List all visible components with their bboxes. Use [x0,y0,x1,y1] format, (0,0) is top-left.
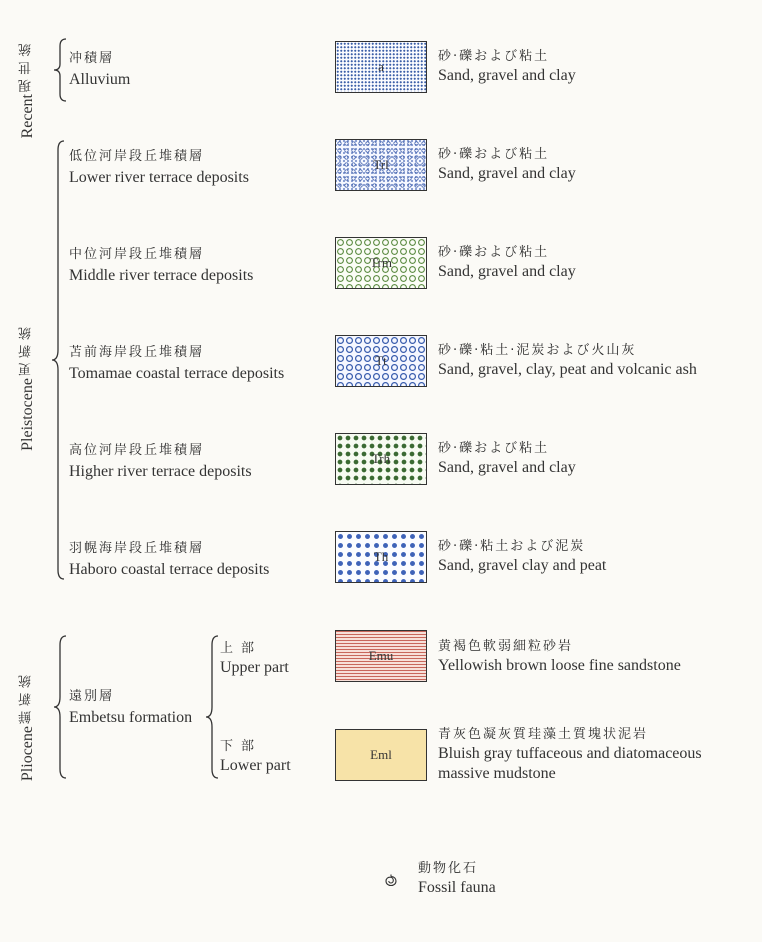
fossil-fauna-label: 動物化石 Fossil fauna [418,861,496,896]
spiral-shell-icon [384,873,398,887]
swatch-middle-river-terrace: Trm [335,237,427,289]
swatch-embetsu-upper: Emu [335,630,427,682]
part-label-lower: 下部 Lower part [220,739,291,774]
desc-alluvium: 砂·礫および粘土 Sand, gravel and clay [438,49,576,84]
series-label-pliocene: Pliocene 鮮新統 [19,670,36,782]
desc-haboro-coastal-terrace: 砂·礫·粘土および泥炭 Sand, gravel clay and peat [438,539,607,574]
brace-pleistocene [50,140,66,580]
unit-label-middle-river-terrace: 中位河岸段丘堆積層 Middle river terrace deposits [69,247,254,284]
swatch-haboro-coastal-terrace: Th [335,531,427,583]
brace-pliocene [52,635,68,779]
unit-label-tomamae-coastal-terrace: 苫前海岸段丘堆積層 Tomamae coastal terrace deposits [69,345,285,382]
desc-middle-river-terrace: 砂·礫および粘土 Sand, gravel and clay [438,245,576,280]
unit-label-lower-river-terrace: 低位河岸段丘堆積層 Lower river terrace deposits [69,149,249,186]
desc-higher-river-terrace: 砂·礫および粘土 Sand, gravel and clay [438,441,576,476]
desc-embetsu-lower: 青灰色凝灰質珪藻土質塊状泥岩 Bluish gray tuffaceous and diatomaceous massive mudstone [438,727,702,782]
series-label-recent: Recent 現世統 [19,38,36,139]
unit-label-embetsu-formation: 遠別層 Embetsu formation [69,689,193,726]
desc-embetsu-upper: 黄褐色軟弱細粒砂岩 Yellowish brown loose fine sandstone [438,639,681,674]
brace-recent [52,38,68,102]
swatch-alluvium: a [335,41,427,93]
brace-embetsu-parts [204,635,220,779]
unit-label-haboro-coastal-terrace: 羽幌海岸段丘堆積層 Haboro coastal terrace deposits [69,541,270,578]
desc-lower-river-terrace: 砂·礫および粘土 Sand, gravel and clay [438,147,576,182]
swatch-lower-river-terrace: Trl [335,139,427,191]
swatch-tomamae-coastal-terrace: Tt [335,335,427,387]
swatch-embetsu-lower: Eml [335,729,427,781]
part-label-upper: 上部 Upper part [220,641,289,676]
unit-label-alluvium: 冲積層 Alluvium [69,51,131,88]
swatch-higher-river-terrace: Trh [335,433,427,485]
unit-label-higher-river-terrace: 高位河岸段丘堆積層 Higher river terrace deposits [69,443,252,480]
series-label-pleistocene: Pleistocene 更新統 [19,322,36,451]
desc-tomamae-coastal-terrace: 砂·礫·粘土·泥炭および火山灰 Sand, gravel, clay, peat and volcanic ash [438,343,697,378]
